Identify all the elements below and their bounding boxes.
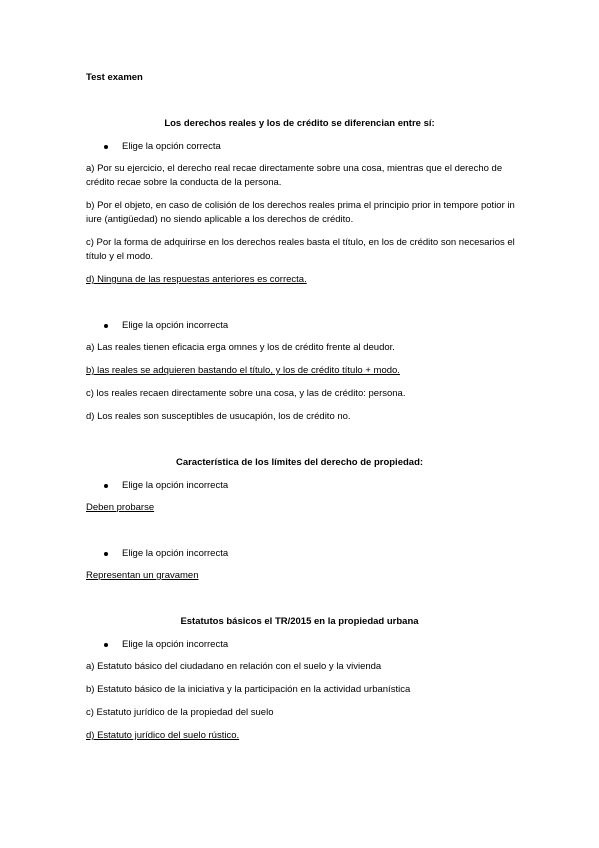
section-3-heading: Estatutos básicos el TR/2015 en la propiedad urbana — [180, 616, 419, 627]
answer-option-correct: b) las reales se adquieren bastando el título, y los de crédito título + modo. — [86, 365, 400, 376]
answer-option: c) Por la forma de adquirirse en los derechos reales basta el título, en los de crédito son necesarios el título y el modo. — [86, 237, 515, 262]
answer-option: d) Los reales son susceptibles de usucapión, los de crédito no. — [86, 411, 351, 422]
bullet-icon — [104, 145, 108, 149]
question-2-instruction: Elige la opción incorrecta — [122, 320, 229, 331]
section-1-heading: Los derechos reales y los de crédito se diferencian entre sí: — [164, 118, 435, 129]
question-4-instruction: Elige la opción incorrecta — [122, 548, 229, 559]
answer-option: a) Estatuto básico del ciudadano en relación con el suelo y la vivienda — [86, 661, 382, 672]
answer-option-correct: d) Estatuto jurídico del suelo rústico. — [86, 730, 240, 741]
bullet-icon — [104, 324, 108, 328]
bullet-icon — [104, 643, 108, 647]
answer-option-correct: Deben probarse — [86, 502, 155, 513]
question-3-instruction: Elige la opción incorrecta — [122, 480, 229, 491]
answer-option: b) Estatuto básico de la iniciativa y la participación en la actividad urbanística — [86, 684, 411, 695]
answer-option: c) los reales recaen directamente sobre una cosa, y las de crédito: persona. — [86, 388, 406, 399]
answer-option: c) Estatuto jurídico de la propiedad del suelo — [86, 707, 274, 718]
question-5-instruction: Elige la opción incorrecta — [122, 639, 229, 650]
document-title: Test examen — [86, 72, 143, 83]
question-1-instruction: Elige la opción correcta — [122, 141, 221, 152]
section-2-heading: Característica de los límites del derecho de propiedad: — [175, 457, 424, 468]
bullet-icon — [104, 552, 108, 556]
answer-option: b) Por el objeto, en caso de colisión de los derechos reales prima el principio prior in tempore potior in iure (antigüedad) no siendo aplicable a los derechos de crédito. — [86, 200, 515, 225]
answer-option-correct: Representan un gravamen — [86, 570, 199, 581]
answer-option-correct: d) Ninguna de las respuestas anteriores es correcta. — [86, 274, 307, 285]
bullet-icon — [104, 484, 108, 488]
answer-option: a) Las reales tienen eficacia erga omnes y los de crédito frente al deudor. — [86, 342, 395, 353]
answer-option: a) Por su ejercicio, el derecho real recae directamente sobre una cosa, mientras que el derecho de crédito recae sobre la conducta de la persona. — [86, 163, 503, 188]
